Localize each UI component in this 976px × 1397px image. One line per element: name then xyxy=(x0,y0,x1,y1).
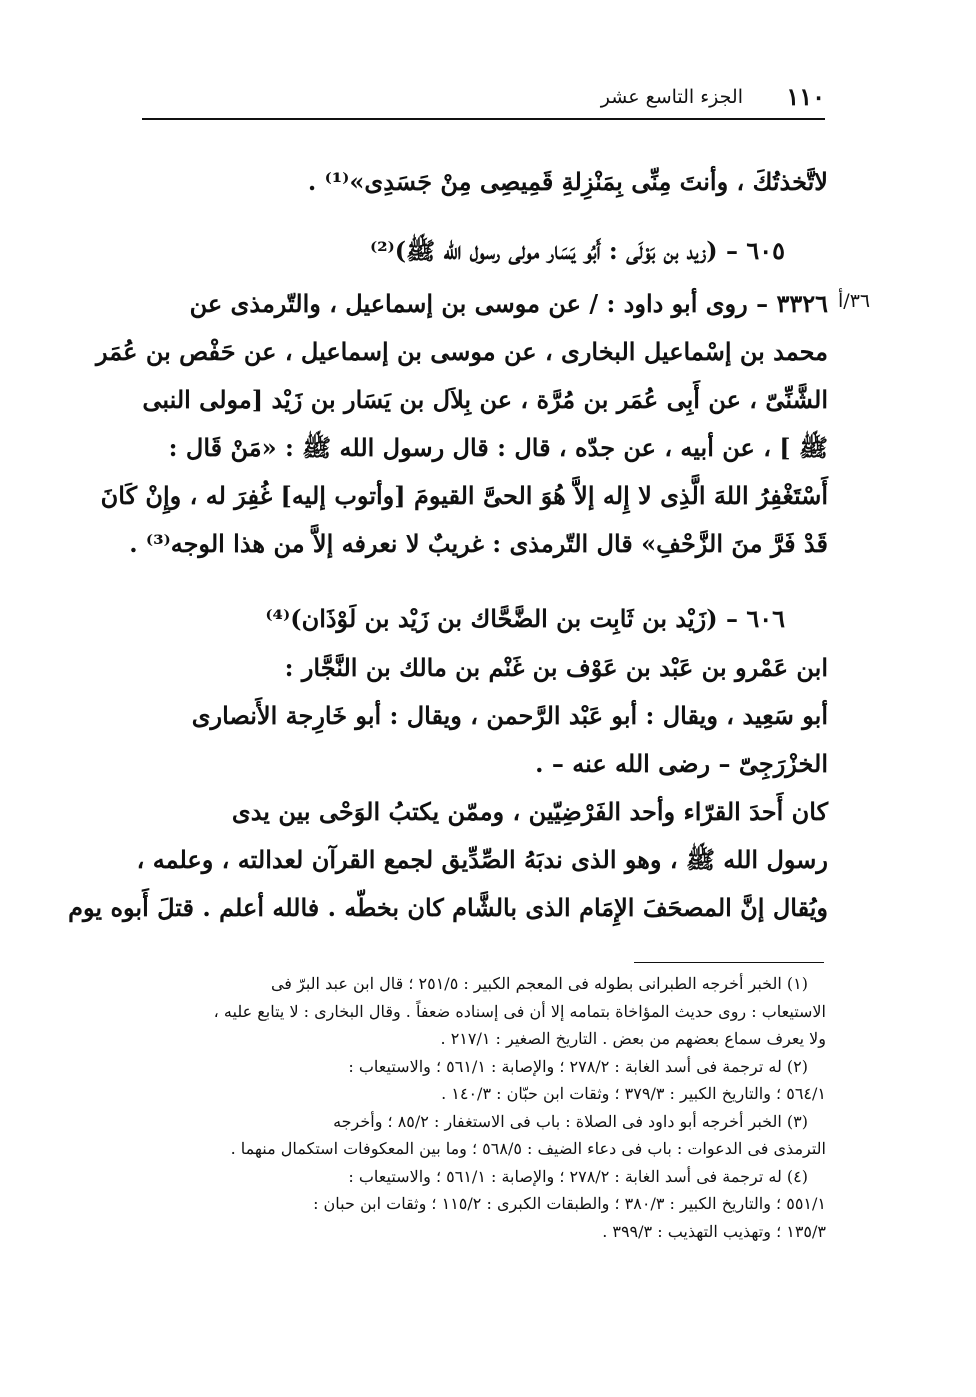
page-header xyxy=(145,82,825,116)
footnote-3: (٣) الخبر أخرجه أبو داود فى الصلاة : باب فى الاستغفار : ٨٥/٢ ؛ وأخرجه xyxy=(333,1111,808,1131)
text-line: لاتَّخذتُكَ ، وأنتَ مِنِّى بِمَنْزِلةِ قَمِيصِى مِنْ جَسَدِى»⁽¹⁾ . xyxy=(307,167,828,196)
text-line: ويُقال إنَّ المصحَفَ الإِمَام الذى بالشَّام كان بخطّه . فالله أعلم . قتلَ أَبوه يوم xyxy=(68,893,828,922)
manuscript-folio-note: ٣٦/أ xyxy=(838,290,871,312)
entry-606-heading: ٦٠٦ – (زَيْد بن ثَابِت بن الضَّحَّاك بن زَيْد بن لَوْذَان)⁽⁴⁾ xyxy=(265,604,785,633)
text-line: الخزْرَجِىّ – رضى الله عنه – . xyxy=(535,749,828,778)
text-line: ابن عَمْرو بن عَبْد بن عَوْف بن غَنْم بن مالك بن النَّجَّار : xyxy=(284,653,828,682)
text-line: كان أَحدَ القرّاء وأحد الفَرْضِيّين ، وممّن يكتبُ الوَحْى بين يدى xyxy=(231,797,828,826)
text-line: قَدْ فَرَّ منَ الزَّحْفِ» قال التّرمذى : غريبٌ لا نعرفه إلاَّ من هذا الوجه⁽³⁾ . xyxy=(129,529,828,558)
header-rule xyxy=(142,118,825,120)
entry-605-text xyxy=(96,280,828,568)
footnote-2: (٢) له ترجمة فى أسد الغابة : ٢٧٨/٢ ؛ والإصابة : ٥٦١/١ ؛ والاستيعاب : xyxy=(348,1056,808,1076)
footnotes xyxy=(136,970,826,1245)
text-line: ﷺ ] ، عن أبيه ، عن جدّه ، قال : قال رسول الله ﷺ : «مَنْ قَال : xyxy=(168,433,828,462)
opening-paragraph xyxy=(140,158,828,206)
text-line: رسول الله ﷺ ، وهو الذى ندبَهُ الصِّدِّيق لجمع القرآن لعدالته ، وعلمه ، xyxy=(136,845,828,874)
footnote-1: (١) الخبر أخرجه الطبرانى بطوله فى المعجم الكبير : ٢٥١/٥ ؛ قال ابن عبد البرّ فى xyxy=(270,974,808,993)
text-line: محمد بن إسْماعيل البخارى ، عن موسى بن إسماعيل ، عن حَفْص بن عُمَر xyxy=(96,337,828,366)
footnote-line: الاستيعاب : روى حديث المؤاخاة بتمامه إلا أن فى إسناده ضعفاً . وقال البخارى : لا يتابع عليه ، xyxy=(213,1001,826,1021)
footnote-line: ١٣٥/٣ ؛ وتهذيب التهذيب : ٣٩٩/٣ . xyxy=(602,1221,826,1241)
footnote-separator xyxy=(634,962,824,963)
entry-605-heading: ٦٠٥ – (زيد بن بَوْلَى : أَبُو يَسَار مولى رسول الله ﷺ)⁽²⁾ xyxy=(369,236,785,265)
page-number: ١١٠ xyxy=(786,82,825,111)
text-line: أَسْتَغْفِرُ اللهَ الَّذِى لا إِله إلاَّ هُوَ الحىَّ القيومَ [وأتوب إليه] غُفِرَ له ، وإِنْ كَانَ xyxy=(100,481,828,510)
text-line: الشَّنِّىّ ، عن أَبِى عُمَر بن مُرَّة ، عن بِلاَل بن يَسَار بن زَيْد [مولى النبى xyxy=(142,385,828,414)
text-line: أبو سَعِيد ، ويقال : أبو عَبْد الرَّحمن ، ويقال : أبو خَارِجة الأَنصارى xyxy=(191,701,828,730)
footnote-line: الترمذى فى الدعوات : باب فى دعاء الضيف : ٥٦٨/٥ ؛ وما بين المعكوفات استكمال منهما . xyxy=(230,1139,826,1158)
footnote-4: (٤) له ترجمة فى أسد الغابة : ٢٧٨/٢ ؛ والإصابة : ٥٦١/١ ؛ والاستيعاب : xyxy=(348,1166,808,1186)
footnote-line: ٥٥١/١ ؛ والتاريخ الكبير : ٣٨٠/٣ ؛ والطبقات الكبرى : ١١٥/٢ ؛ وثقات ابن حبان : xyxy=(313,1194,826,1213)
footnote-line: ولا يعرف سماع بعضهم من بعض . التاريخ الصغير : ٢١٧/١ . xyxy=(440,1029,826,1048)
entry-606-text xyxy=(68,644,828,932)
running-title: الجزء التاسع عشر xyxy=(600,86,743,108)
footnote-line: ٥٦٤/١ ؛ والتاريخ الكبير : ٣٧٩/٣ ؛ وثقات ابن حبّان : ١٤٠/٣ . xyxy=(441,1084,826,1103)
text-line: ٣٣٢٦ – روى أبو داود : / عن موسى بن إسماعيل ، والتّرمذى عن xyxy=(189,289,828,318)
